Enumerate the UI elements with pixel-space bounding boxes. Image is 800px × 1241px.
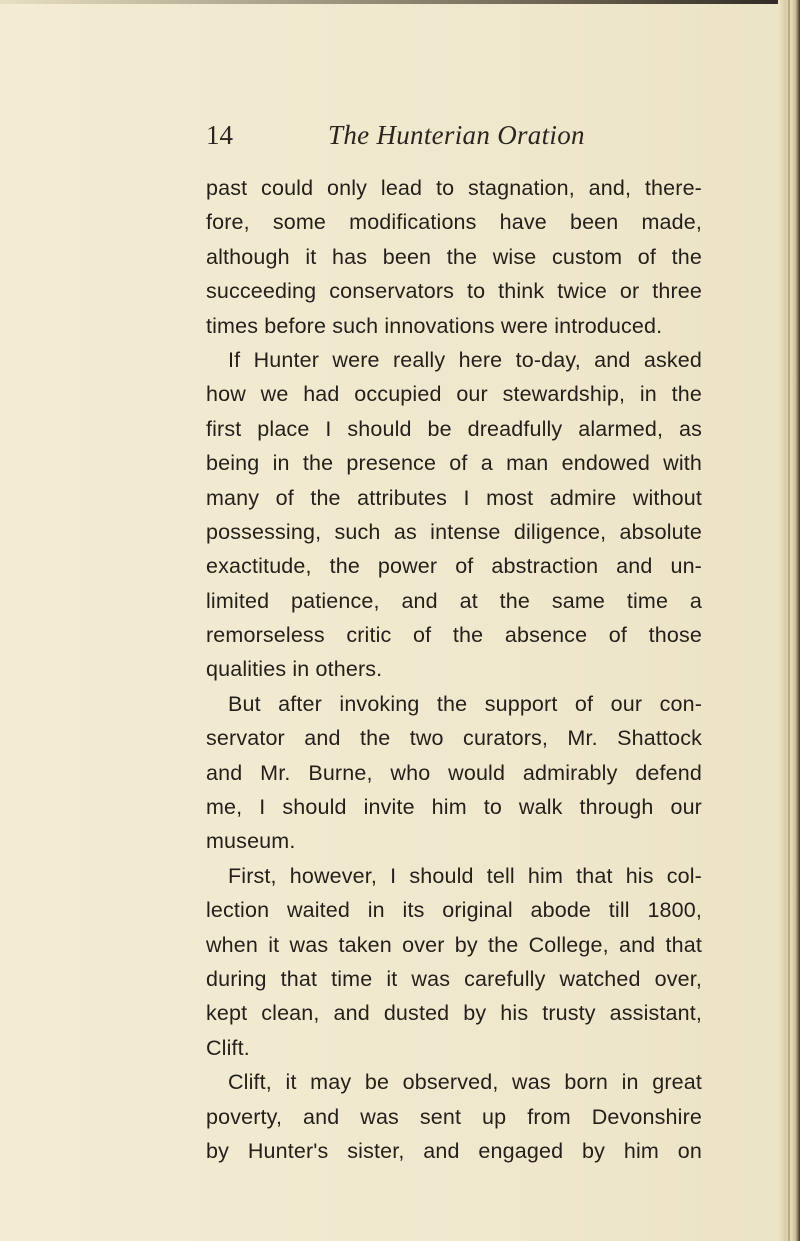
text-line: First, however, I should tell him that his col- (228, 863, 702, 888)
text-line: lection waited in its original abode till 1800, (206, 898, 702, 923)
text-line: If Hunter were really here to-day, and asked (228, 347, 702, 372)
text-line: museum. (206, 829, 296, 854)
running-head: The Hunterian Oration (328, 120, 585, 150)
page-number: 14 (206, 120, 233, 150)
body-text (206, 171, 702, 1168)
text-line: servator and the two curators, Mr. Shattock (206, 726, 702, 751)
text-line: being in the presence of a man endowed with (206, 451, 702, 476)
page-edge-line (788, 0, 790, 1241)
text-line: succeeding conservators to think twice or three (206, 279, 702, 304)
text-line: Clift. (206, 1035, 250, 1060)
text-line: remorseless critic of the absence of those (206, 623, 702, 648)
text-line: me, I should invite him to walk through our (206, 795, 702, 820)
text-line: first place I should be dreadfully alarmed, as (206, 416, 702, 441)
text-line: although it has been the wise custom of the (206, 244, 702, 269)
text-line: limited patience, and at the same time a (206, 588, 702, 613)
text-line: many of the attributes I most admire without (206, 485, 702, 510)
text-line: But after invoking the support of our con- (228, 691, 702, 716)
text-line: fore, some modifications have been made, (206, 210, 702, 235)
text-line: during that time it was carefully watched over, (206, 966, 702, 991)
text-line: kept clean, and dusted by his trusty assistant, (206, 1001, 702, 1026)
text-line: poverty, and was sent up from Devonshire (206, 1104, 702, 1129)
page-top-edge (0, 0, 800, 4)
text-line: by Hunter's sister, and engaged by him on (206, 1138, 702, 1163)
text-line: Clift, it may be observed, was born in great (228, 1070, 702, 1095)
text-line: when it was taken over by the College, and that (206, 932, 702, 957)
text-line: past could only lead to stagnation, and, there- (206, 176, 702, 200)
page-header (206, 120, 626, 160)
text-line: and Mr. Burne, who would admirably defend (206, 760, 702, 785)
text-line: qualities in others. (206, 657, 383, 682)
text-line: possessing, such as intense diligence, absolute (206, 519, 702, 544)
text-line: exactitude, the power of abstraction and un- (206, 554, 702, 579)
text-line: how we had occupied our stewardship, in the (206, 382, 702, 407)
text-line: times before such innovations were introduced. (206, 313, 663, 338)
